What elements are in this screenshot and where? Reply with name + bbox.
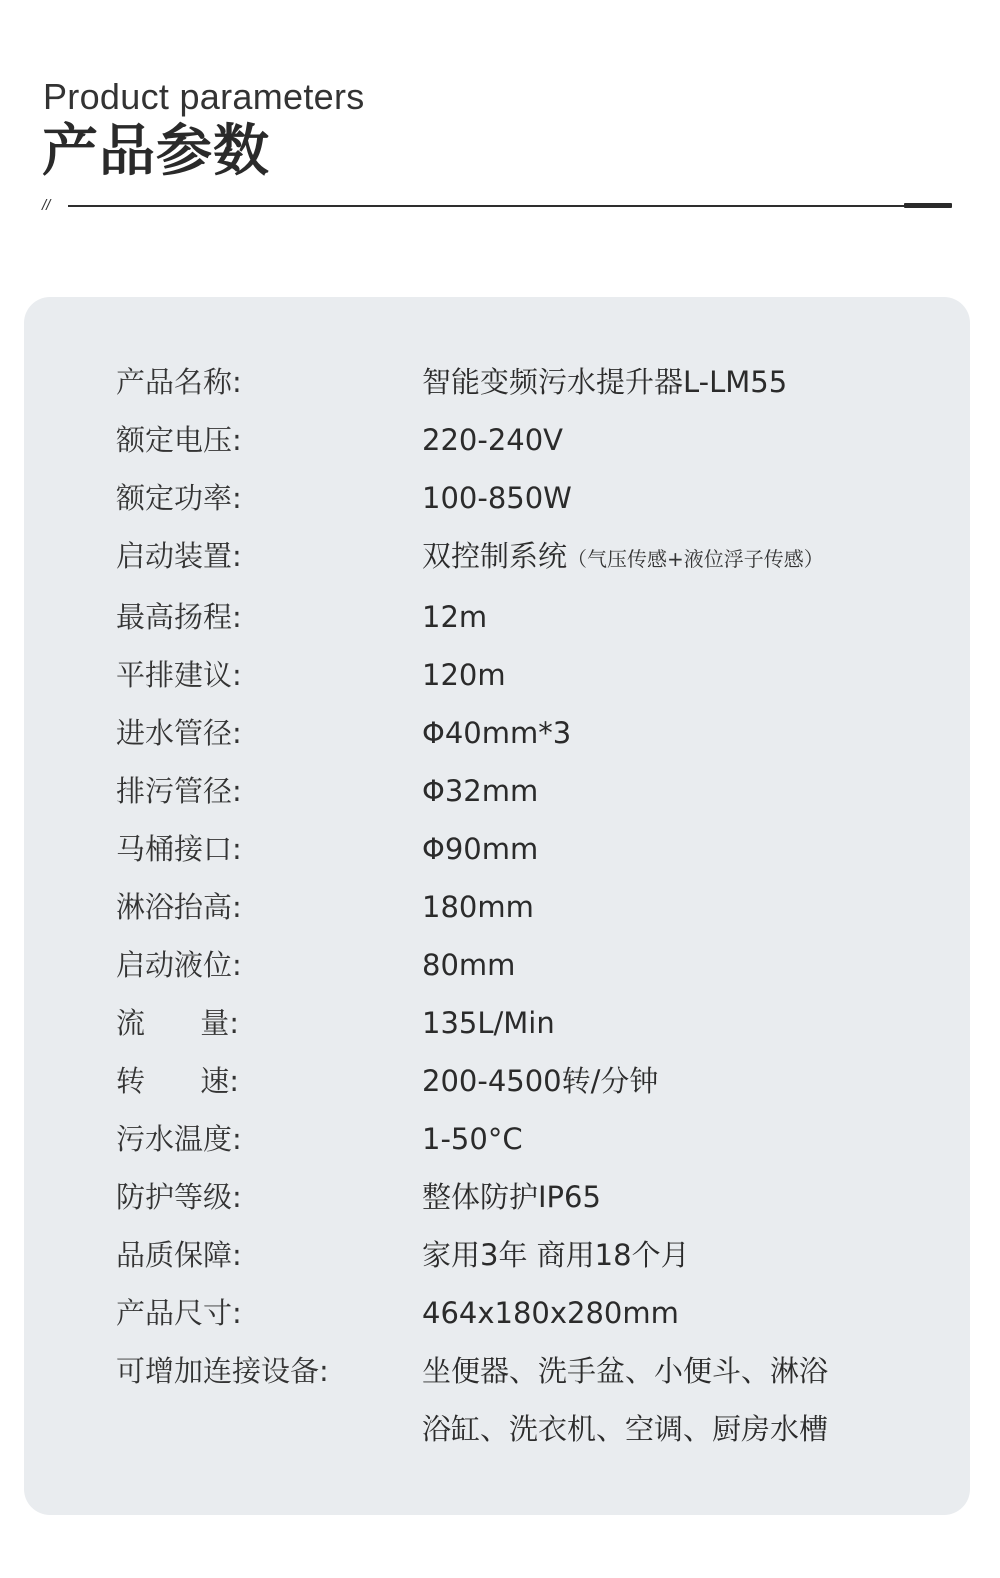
spec-label: 产品尺寸: — [116, 1296, 242, 1330]
spec-label: 淋浴抬高: — [116, 890, 242, 924]
spec-row-horizontal-discharge — [116, 646, 936, 704]
spec-value: 200-4500转/分钟 — [422, 1064, 659, 1098]
spec-row-start-device — [116, 527, 936, 588]
spec-row-outlet-diameter — [116, 762, 936, 820]
spec-value-line: 坐便器、洗手盆、小便斗、淋浴 — [422, 1354, 829, 1388]
spec-value: 120m — [422, 658, 506, 692]
spec-row-connectable-devices — [116, 1342, 936, 1458]
spec-value: 80mm — [422, 948, 516, 982]
spec-value: 1-50°C — [422, 1122, 523, 1156]
spec-value: 100-850W — [422, 481, 572, 515]
spec-label: 最高扬程: — [116, 600, 242, 634]
spec-row-toilet-interface — [116, 820, 936, 878]
divider-line — [68, 205, 950, 207]
spec-value: 整体防护IP65 — [422, 1180, 601, 1214]
spec-row-shower-height — [116, 878, 936, 936]
spec-value: 135L/Min — [422, 1006, 555, 1040]
header-divider — [42, 198, 952, 214]
spec-row-rated-voltage — [116, 411, 936, 469]
spec-row-dimensions — [116, 1284, 936, 1342]
spec-value: Φ40mm*3 — [422, 716, 572, 750]
spec-label: 额定功率: — [116, 481, 242, 515]
spec-label: 流 量: — [116, 1006, 240, 1040]
spec-label: 产品名称: — [116, 365, 242, 399]
spec-label: 可增加连接设备: — [116, 1354, 329, 1388]
spec-row-rated-power — [116, 469, 936, 527]
spec-row-speed — [116, 1052, 936, 1110]
spec-label: 转 速: — [116, 1064, 240, 1098]
spec-row-protection-grade — [116, 1168, 936, 1226]
spec-value: Φ32mm — [422, 774, 539, 808]
spec-panel — [24, 297, 970, 1515]
spec-row-flow — [116, 994, 936, 1052]
spec-row-start-level — [116, 936, 936, 994]
spec-list — [116, 353, 936, 1458]
spec-label: 启动液位: — [116, 948, 242, 982]
title-chinese: 产品参数 — [42, 119, 270, 184]
spec-value: 家用3年 商用18个月 — [422, 1238, 690, 1272]
spec-row-product-name — [116, 353, 936, 411]
spec-label: 防护等级: — [116, 1180, 242, 1214]
spec-row-warranty — [116, 1226, 936, 1284]
spec-label: 额定电压: — [116, 423, 242, 457]
spec-label: 排污管径: — [116, 774, 242, 808]
spec-row-max-head — [116, 588, 936, 646]
spec-label: 启动装置: — [116, 539, 242, 573]
spec-value-note: （气压传感+液位浮子传感） — [567, 547, 824, 571]
title-english: Product parameters — [43, 76, 365, 117]
spec-value-group — [422, 1342, 936, 1458]
spec-value: 220-240V — [422, 423, 564, 457]
spec-label: 平排建议: — [116, 658, 242, 692]
page-header — [0, 0, 1000, 240]
divider-slash-mark: // — [42, 197, 51, 214]
spec-row-inlet-diameter — [116, 704, 936, 762]
spec-label: 进水管径: — [116, 716, 242, 750]
spec-value: 双控制系统 — [422, 539, 568, 573]
spec-value: 180mm — [422, 890, 534, 924]
spec-label: 马桶接口: — [116, 832, 242, 866]
spec-row-water-temperature — [116, 1110, 936, 1168]
spec-value: 12m — [422, 600, 488, 634]
spec-label: 品质保障: — [116, 1238, 242, 1272]
spec-label: 污水温度: — [116, 1122, 242, 1156]
spec-value: Φ90mm — [422, 832, 539, 866]
spec-value-group — [422, 527, 936, 588]
divider-accent — [904, 203, 952, 208]
spec-value: 464x180x280mm — [422, 1296, 679, 1330]
spec-value-line: 浴缸、洗衣机、空调、厨房水槽 — [422, 1412, 829, 1446]
spec-value: 智能变频污水提升器L-LM55 — [422, 365, 788, 399]
